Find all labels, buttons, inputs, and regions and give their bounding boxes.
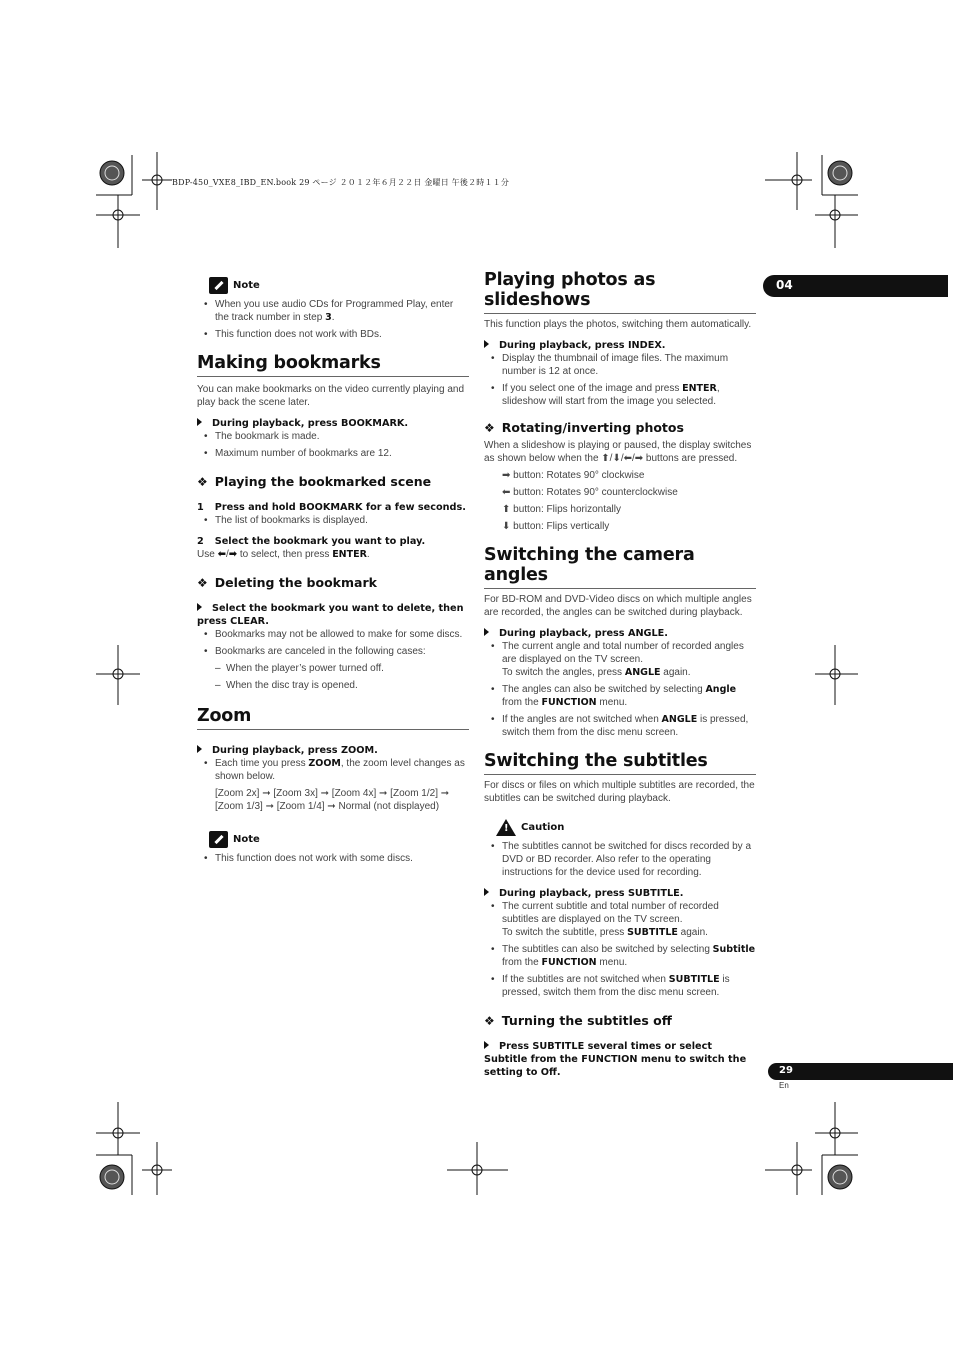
step-text: Use ⬅/➡ to select, then press ENTER.: [197, 549, 370, 560]
note-header: [209, 831, 469, 848]
delete-list: [197, 628, 469, 658]
bookmark-list: [197, 430, 469, 460]
section-heading-bookmarks: Making bookmarks: [197, 353, 469, 377]
list-item: • Bookmarks may not be allowed to make for some discs.: [197, 628, 469, 641]
step-arrow-icon: [197, 603, 202, 611]
list-item: • Display the thumbnail of image files. The maximum number is 12 at once.: [484, 352, 756, 378]
diamond-bullet-icon: ❖: [197, 576, 208, 590]
print-header: BDP-450_VXE8_IBD_EN.book 29 ページ ２０１２年６月２２日 金曜日 午後２時１１分: [172, 178, 510, 187]
diamond-bullet-icon: ❖: [484, 421, 495, 435]
angle-list: [484, 640, 756, 739]
button-description: ⬇ button: Flips vertically: [502, 521, 610, 532]
subsection-heading: ❖ Rotating/inverting photos: [484, 420, 684, 435]
list-item: • This function does not work with some discs.: [197, 852, 469, 865]
cancel-case-list: [197, 662, 469, 692]
subsection-heading: ❖ Turning the subtitles off: [484, 1013, 672, 1028]
step-instruction: During playback, press SUBTITLE.: [484, 887, 756, 900]
list-item: • If you select one of the image and press ENTER, slideshow will start from the image you selected.: [484, 382, 756, 408]
chapter-number: 04: [776, 278, 793, 292]
note-pencil-icon: [209, 831, 228, 848]
step-arrow-icon: [197, 418, 202, 426]
note-list: [197, 298, 469, 341]
list-item: • If the angles are not switched when ANGLE is pressed, switch them from the disc menu screen.: [484, 713, 756, 739]
right-column: [484, 270, 756, 1079]
zoom-sequence: [Zoom 2x] ➞ [Zoom 3x] ➞ [Zoom 4x] ➞ [Zoom 1/2] ➞ [Zoom 1/3] ➞ [Zoom 1/4] ➞ Normal (not displayed): [215, 788, 450, 812]
subsection-heading: ❖ Deleting the bookmark: [197, 575, 377, 590]
numbered-step: 1 Press and hold BOOKMARK for a few seconds.: [197, 502, 466, 513]
section-heading-slideshows: Playing photos as slideshows: [484, 270, 756, 314]
step-arrow-icon: [484, 888, 489, 896]
list-item: • Bookmarks are canceled in the following cases:: [197, 645, 469, 658]
button-description: ⬅ button: Rotates 90° counterclockwise: [502, 487, 678, 498]
list-item: • The bookmark is made.: [197, 430, 469, 443]
zoom-list: [197, 757, 469, 783]
subtitle-list: [484, 900, 756, 999]
step-instruction: During playback, press BOOKMARK.: [197, 417, 469, 430]
section-intro: This function plays the photos, switching them automatically.: [484, 319, 752, 330]
section-heading-zoom: Zoom: [197, 706, 469, 730]
step-instruction: During playback, press ANGLE.: [484, 627, 756, 640]
language-label: En: [779, 1081, 789, 1090]
section-heading-angles: Switching the camera angles: [484, 545, 756, 589]
list-item: • The subtitles can also be switched by selecting Subtitle from the FUNCTION menu.: [484, 943, 756, 969]
numbered-step: 2 Select the bookmark you want to play.: [197, 536, 426, 547]
step-list: [197, 514, 469, 527]
step-instruction: Press SUBTITLE several times or select Subtitle from the FUNCTION menu to switch the setting to Off.: [484, 1041, 747, 1078]
button-description: ⬆ button: Flips horizontally: [502, 504, 621, 515]
list-item: – When the player’s power turned off.: [197, 662, 469, 675]
caution-list: [484, 840, 756, 879]
step-instruction: Select the bookmark you want to delete, then press CLEAR.: [197, 603, 464, 627]
chapter-tab: [763, 275, 948, 297]
list-item: • If the subtitles are not switched when SUBTITLE is pressed, switch them from the disc menu screen.: [484, 973, 756, 999]
section-intro: For discs or files on which multiple subtitles are recorded, the subtitles can be switched during playback.: [484, 780, 755, 804]
section-intro: For BD-ROM and DVD-Video discs on which multiple angles are recorded, the angles can be switched during playback.: [484, 594, 752, 618]
list-item: • The current subtitle and total number of recorded subtitles are displayed on the TV screen. To switch the subtitle, press SUBTITLE again.: [484, 900, 756, 939]
list-item: • Each time you press ZOOM, the zoom level changes as shown below.: [197, 757, 469, 783]
step-arrow-icon: [484, 1041, 489, 1049]
list-item: • The current angle and total number of recorded angles are displayed on the TV screen. To switch the angles, press ANGLE again.: [484, 640, 756, 679]
step-arrow-icon: [484, 340, 489, 348]
diamond-bullet-icon: ❖: [197, 475, 208, 489]
list-item: • This function does not work with BDs.: [197, 328, 469, 341]
section-heading-subtitles: Switching the subtitles: [484, 751, 756, 775]
button-description: ➡ button: Rotates 90° clockwise: [502, 470, 645, 481]
section-intro: You can make bookmarks on the video currently playing and play back the scene later.: [197, 384, 465, 408]
page-number-tab: [768, 1063, 953, 1080]
note-title: Note: [233, 834, 260, 845]
diamond-bullet-icon: ❖: [484, 1014, 495, 1028]
left-column: [197, 277, 469, 865]
subsection-intro: When a slideshow is playing or paused, the display switches as shown below when the ⬆/⬇/⬅/➡ buttons are pressed.: [484, 440, 752, 464]
subsection-heading: ❖ Playing the bookmarked scene: [197, 474, 432, 489]
step-instruction: During playback, press ZOOM.: [197, 744, 469, 757]
step-instruction: During playback, press INDEX.: [484, 339, 756, 352]
caution-warning-icon: [496, 819, 516, 836]
note-pencil-icon: [209, 277, 228, 294]
page-number: 29: [779, 1065, 793, 1076]
slideshow-list: [484, 352, 756, 408]
note-header: [209, 277, 469, 294]
list-item: • The angles can also be switched by selecting Angle from the FUNCTION menu.: [484, 683, 756, 709]
list-item: • Maximum number of bookmarks are 12.: [197, 447, 469, 460]
list-item: • When you use audio CDs for Programmed Play, enter the track number in step 3.: [197, 298, 469, 324]
note-list: [197, 852, 469, 865]
list-item: • The subtitles cannot be switched for discs recorded by a DVD or BD recorder. Also refer to the operating instructions for the device used for recording.: [484, 840, 756, 879]
note-title: Note: [233, 280, 260, 291]
caution-title: Caution: [521, 822, 565, 833]
list-item: – When the disc tray is opened.: [197, 679, 469, 692]
caution-header: [496, 819, 756, 836]
list-item: • The list of bookmarks is displayed.: [197, 514, 469, 527]
step-arrow-icon: [484, 628, 489, 636]
step-arrow-icon: [197, 745, 202, 753]
